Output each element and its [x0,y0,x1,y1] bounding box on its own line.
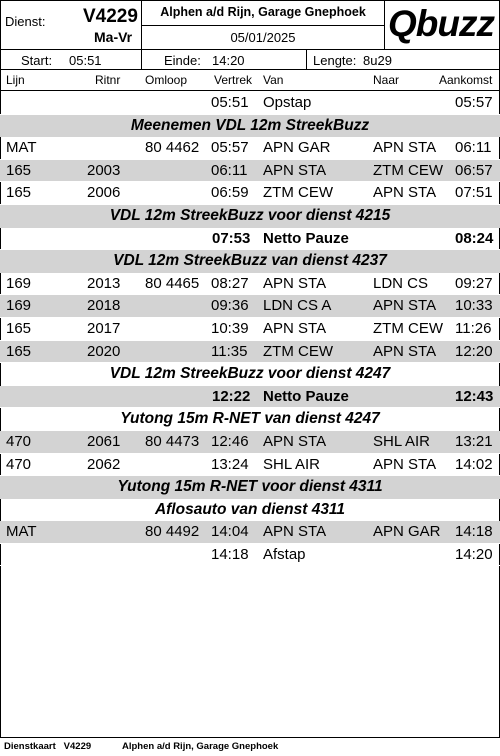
cell-aankomst: 09:27 [455,274,493,292]
cell-ritnr: 2020 [87,342,121,360]
col-omloop: Omloop [145,73,188,87]
trip-row [0,273,500,296]
cell-vertrek: 06:59 [211,184,249,202]
col-ritnr: Ritnr [95,73,121,87]
trip-row [0,318,500,341]
cell-naar: APN STA [373,342,437,360]
trip-row [0,295,500,318]
start-value: 05:51 [69,53,102,68]
cell-lijn: 165 [6,161,32,179]
cell-vertrek: 05:57 [211,139,249,157]
cell-aankomst: 14:20 [455,545,493,563]
cell-naar: APN STA [373,184,437,202]
cell-van: APN STA [263,319,327,337]
trip-row [0,137,500,160]
pause-row [0,228,500,251]
cell-van: Netto Pauze [263,229,349,247]
cell-van: APN STA [263,523,327,541]
cell-lijn: 165 [6,342,32,360]
cell-van: APN STA [263,432,327,450]
section-header: VDL 12m StreekBuzz voor dienst 4215 [0,205,500,228]
cell-ritnr: 2013 [87,274,121,292]
cell-lijn: MAT [6,139,37,157]
cell-naar: LDN CS [373,274,429,292]
cell-naar: APN STA [373,297,437,315]
cell-aankomst: 12:43 [455,387,494,405]
einde-box [141,49,307,70]
cell-vertrek: 12:22 [212,387,251,405]
col-aankomst: Aankomst [439,73,493,87]
cell-vertrek: 14:18 [211,545,249,563]
trip-row [0,341,500,364]
footer-code: V4229 [63,741,92,752]
cell-van: ZTM CEW [263,342,333,360]
cell-vertrek: 07:53 [212,229,251,247]
section-header: Yutong 15m R-NET van dienst 4247 [120,410,380,428]
cell-van: APN GAR [263,139,331,157]
trip-row [0,431,500,454]
col-van: Van [263,73,284,87]
cell-vertrek: 13:24 [211,455,249,473]
cell-aankomst: 10:33 [455,297,493,315]
footer-title [4,741,91,752]
cell-aankomst: 14:02 [455,455,493,473]
cell-lijn: 470 [6,432,32,450]
dienst-label: Dienst: [5,14,46,29]
section-header: VDL 12m StreekBuzz voor dienst 4247 [109,365,391,383]
cell-aankomst: 12:20 [455,342,493,360]
footer-label: Dienstkaart [4,741,56,752]
cell-van: ZTM CEW [263,184,333,202]
cell-lijn: 169 [6,274,32,292]
column-headers [0,71,500,91]
dienst-code: V4229 [83,6,138,27]
trip-row [0,92,500,115]
cell-ritnr: 2018 [87,297,121,315]
cell-omloop: 80 4492 [145,523,200,541]
trip-row [0,160,500,183]
lengte-value: 8u29 [363,53,392,68]
start-label: Start: [21,53,53,68]
cell-omloop: 80 4465 [145,274,200,292]
trip-row [0,544,500,567]
col-lijn: Lijn [6,73,25,87]
dienst-days: Ma-Vr [94,29,133,45]
cell-naar: ZTM CEW [373,319,443,337]
cell-naar: SHL AIR [373,432,430,450]
section-header: Meenemen VDL 12m StreekBuzz [0,115,500,138]
cell-vertrek: 14:04 [211,523,249,541]
cell-vertrek: 10:39 [211,319,249,337]
qbuzz-logo: Qbuzz [388,3,494,44]
cell-lijn: 470 [6,455,32,473]
cell-vertrek: 12:46 [211,432,249,450]
cell-aankomst: 05:57 [455,94,493,111]
cell-lijn: 169 [6,297,32,315]
cell-lijn: 165 [6,184,32,202]
section-header: Yutong 15m R-NET voor dienst 4311 [0,476,500,499]
header [0,0,500,70]
cell-vertrek: 08:27 [211,274,249,292]
cell-ritnr: 2062 [87,455,121,473]
cell-naar: APN GAR [373,523,441,541]
cell-van: Netto Pauze [263,387,349,405]
cell-naar: APN STA [373,139,437,157]
cell-ritnr: 2061 [87,432,121,450]
cell-ritnr: 2017 [87,319,121,337]
brand-box [384,0,500,50]
einde-label: Einde: [164,53,201,68]
cell-aankomst: 06:11 [455,139,492,157]
cell-ritnr: 2003 [87,161,121,179]
start-box [0,49,142,70]
cell-vertrek: 05:51 [211,94,249,111]
schedule-table [0,92,500,566]
location-box [141,0,385,50]
section-header: Aflosauto van dienst 4311 [154,500,346,518]
trip-row [0,454,500,477]
pause-row [0,386,500,409]
dienst-box [0,0,142,50]
cell-van: Afstap [263,545,306,563]
cell-vertrek: 11:35 [211,342,248,360]
cell-aankomst: 13:21 [455,432,493,450]
cell-van: APN STA [263,274,327,292]
service-date: 05/01/2025 [230,30,296,45]
cell-aankomst: 07:51 [455,184,493,202]
section-header: VDL 12m StreekBuzz van dienst 4237 [0,250,500,273]
lengte-label: Lengte: [313,53,357,68]
col-vertrek: Vertrek [214,73,253,87]
col-naar: Naar [373,73,400,87]
cell-van: LDN CS A [263,297,332,315]
cell-ritnr: 2006 [87,184,121,202]
cell-vertrek: 09:36 [211,297,249,315]
cell-aankomst: 08:24 [455,229,494,247]
cell-omloop: 80 4473 [145,432,200,450]
cell-aankomst: 06:57 [455,161,493,179]
cell-naar: ZTM CEW [373,161,443,179]
cell-lijn: 165 [6,319,32,337]
lengte-box [306,49,500,70]
location-name: Alphen a/d Rijn, Garage Gnephoek [142,1,384,26]
cell-omloop: 80 4462 [145,139,200,157]
trip-row [0,521,500,544]
cell-van: SHL AIR [263,455,320,473]
trip-row [0,182,500,205]
cell-aankomst: 14:18 [455,523,493,541]
cell-vertrek: 06:11 [211,161,248,179]
cell-lijn: MAT [6,523,37,541]
cell-aankomst: 11:26 [455,319,492,337]
einde-value: 14:20 [212,53,245,68]
cell-naar: APN STA [373,455,437,473]
footer-location: Alphen a/d Rijn, Garage Gnephoek [122,741,279,752]
cell-van: Opstap [263,94,312,111]
cell-van: APN STA [263,161,327,179]
